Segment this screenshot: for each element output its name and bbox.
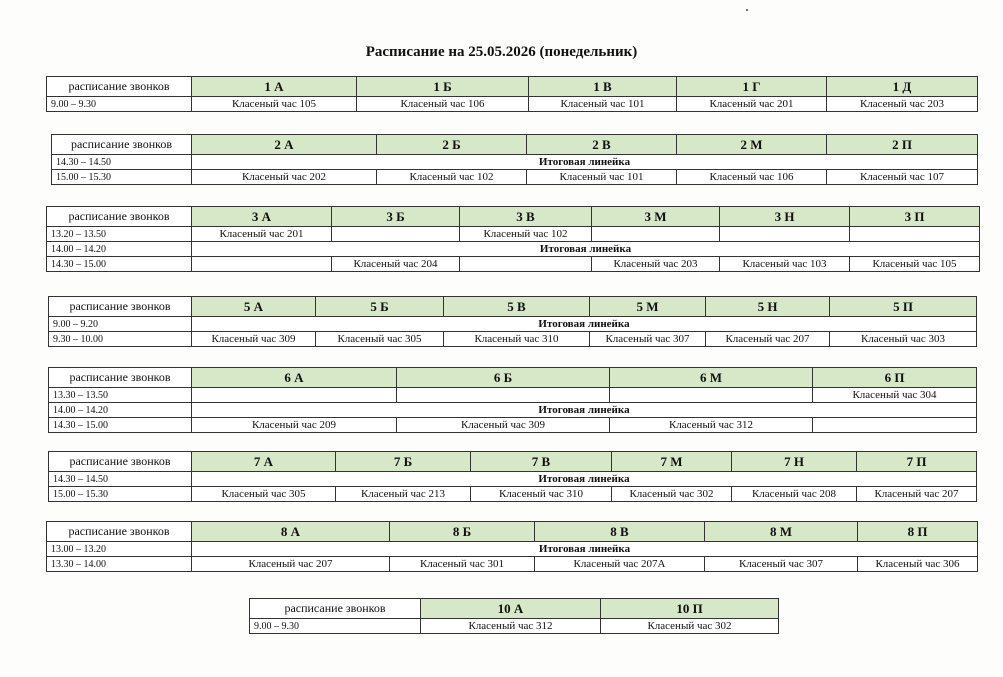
table-row — [49, 332, 977, 347]
class-hour-cell — [592, 227, 720, 242]
class-hour-cell: Класеный час 203 — [592, 257, 720, 272]
class-hour-cell: Класеный час 302 — [601, 619, 779, 634]
final-assembly-cell: Итоговая линейка — [192, 542, 978, 557]
class-hour-cell: Класеный час 201 — [677, 97, 827, 112]
class-hour-cell: Класеный час 101 — [529, 97, 677, 112]
schedule-table — [46, 76, 978, 112]
time-slot: 13.20 – 13.50 — [47, 227, 192, 242]
schedule-table — [51, 134, 978, 185]
class-header: 5 Н — [706, 297, 830, 317]
schedule-table — [48, 367, 977, 433]
class-hour-cell — [332, 227, 460, 242]
ring-schedule-label: расписание звонков — [52, 135, 192, 155]
time-slot: 9.30 – 10.00 — [49, 332, 192, 347]
class-hour-cell: Класеный час 304 — [813, 388, 977, 403]
table-row — [47, 557, 978, 572]
class-header: 5 М — [590, 297, 706, 317]
final-assembly-cell: Итоговая линейка — [192, 403, 977, 418]
class-hour-cell: Класеный час 307 — [590, 332, 706, 347]
class-hour-cell: Класеный час 312 — [421, 619, 601, 634]
class-header: 3 Н — [720, 207, 850, 227]
time-slot: 14.30 – 14.50 — [49, 472, 192, 487]
table-row — [49, 403, 977, 418]
table-row — [49, 388, 977, 403]
class-hour-cell: Класеный час 307 — [705, 557, 858, 572]
final-assembly-cell: Итоговая линейка — [192, 242, 980, 257]
table-row — [49, 472, 977, 487]
class-hour-cell: Класеный час 213 — [336, 487, 471, 502]
class-header: 1 Б — [357, 77, 529, 97]
class-hour-cell: Класеный час 105 — [850, 257, 980, 272]
class-hour-cell: Класеный час 202 — [192, 170, 377, 185]
time-slot: 13.30 – 14.00 — [47, 557, 192, 572]
time-slot: 14.00 – 14.20 — [47, 242, 192, 257]
class-hour-cell: Класеный час 106 — [677, 170, 827, 185]
table-row — [250, 619, 779, 634]
class-header: 10 А — [421, 599, 601, 619]
class-header: 6 Б — [397, 368, 610, 388]
time-slot: 14.30 – 15.00 — [47, 257, 192, 272]
table-row — [47, 242, 980, 257]
time-slot: 15.00 – 15.30 — [49, 487, 192, 502]
ring-schedule-label: расписание звонков — [250, 599, 421, 619]
class-header: 1 А — [192, 77, 357, 97]
class-header: 2 Б — [377, 135, 527, 155]
class-hour-cell: Класеный час 107 — [827, 170, 978, 185]
time-slot: 9.00 – 9.30 — [250, 619, 421, 634]
time-slot: 14.00 – 14.20 — [49, 403, 192, 418]
class-hour-cell: Класеный час 207 — [857, 487, 977, 502]
table-row — [47, 227, 980, 242]
class-header: 1 Г — [677, 77, 827, 97]
class-header: 6 П — [813, 368, 977, 388]
class-header: 7 В — [471, 452, 612, 472]
time-slot: 9.00 – 9.30 — [47, 97, 192, 112]
class-hour-cell: Класеный час 103 — [720, 257, 850, 272]
class-header: 10 П — [601, 599, 779, 619]
class-header: 3 Б — [332, 207, 460, 227]
class-header: 7 А — [192, 452, 336, 472]
class-hour-cell — [850, 227, 980, 242]
schedule-table — [249, 598, 779, 634]
table-row — [49, 418, 977, 433]
final-assembly-cell: Итоговая линейка — [192, 317, 977, 332]
class-hour-cell — [720, 227, 850, 242]
class-hour-cell: Класеный час 207 — [706, 332, 830, 347]
table-row — [47, 542, 978, 557]
class-hour-cell: Класеный час 306 — [858, 557, 978, 572]
class-hour-cell: Класеный час 207А — [535, 557, 705, 572]
scan-speck — [746, 9, 748, 11]
class-hour-cell — [610, 388, 813, 403]
class-hour-cell: Класеный час 301 — [390, 557, 535, 572]
class-header: 8 А — [192, 522, 390, 542]
page-title: Расписание на 25.05.2026 (понедельник) — [365, 44, 638, 60]
class-hour-cell — [192, 388, 397, 403]
class-hour-cell: Класеный час 309 — [397, 418, 610, 433]
table-row — [49, 317, 977, 332]
time-slot: 14.30 – 15.00 — [49, 418, 192, 433]
class-hour-cell: Класеный час 207 — [192, 557, 390, 572]
class-header: 1 Д — [827, 77, 978, 97]
class-header: 6 М — [610, 368, 813, 388]
ring-schedule-label: расписание звонков — [49, 297, 192, 317]
class-header: 8 П — [858, 522, 978, 542]
class-hour-cell: Класеный час 102 — [460, 227, 592, 242]
class-hour-cell: Класеный час 204 — [332, 257, 460, 272]
class-hour-cell: Класеный час 102 — [377, 170, 527, 185]
class-hour-cell: Класеный час 310 — [444, 332, 590, 347]
time-slot: 13.30 – 13.50 — [49, 388, 192, 403]
table-row — [52, 170, 978, 185]
class-hour-cell — [192, 257, 332, 272]
ring-schedule-label: расписание звонков — [49, 368, 192, 388]
class-header: 2 М — [677, 135, 827, 155]
class-header: 3 М — [592, 207, 720, 227]
final-assembly-cell: Итоговая линейка — [192, 155, 978, 170]
class-hour-cell: Класеный час 203 — [827, 97, 978, 112]
time-slot: 9.00 – 9.20 — [49, 317, 192, 332]
schedule-table — [46, 521, 978, 572]
table-row — [49, 487, 977, 502]
table-row — [47, 257, 980, 272]
ring-schedule-label: расписание звонков — [49, 452, 192, 472]
class-header: 2 В — [527, 135, 677, 155]
class-header: 8 В — [535, 522, 705, 542]
class-header: 6 А — [192, 368, 397, 388]
class-header: 2 А — [192, 135, 377, 155]
class-header: 7 П — [857, 452, 977, 472]
class-hour-cell: Класеный час 302 — [612, 487, 732, 502]
final-assembly-cell: Итоговая линейка — [192, 472, 977, 487]
class-hour-cell — [397, 388, 610, 403]
class-header: 5 Б — [316, 297, 444, 317]
class-header: 7 Б — [336, 452, 471, 472]
class-hour-cell: Класеный час 305 — [316, 332, 444, 347]
class-hour-cell: Класеный час 312 — [610, 418, 813, 433]
class-header: 1 В — [529, 77, 677, 97]
class-header: 5 П — [830, 297, 977, 317]
class-header: 2 П — [827, 135, 978, 155]
class-header: 3 А — [192, 207, 332, 227]
ring-schedule-label: расписание звонков — [47, 522, 192, 542]
class-hour-cell: Класеный час 201 — [192, 227, 332, 242]
class-header: 5 А — [192, 297, 316, 317]
class-header: 3 В — [460, 207, 592, 227]
schedule-table — [48, 451, 977, 502]
schedule-table — [48, 296, 977, 347]
class-header: 7 М — [612, 452, 732, 472]
class-hour-cell: Класеный час 303 — [830, 332, 977, 347]
time-slot: 13.00 – 13.20 — [47, 542, 192, 557]
ring-schedule-label: расписание звонков — [47, 207, 192, 227]
class-hour-cell: Класеный час 209 — [192, 418, 397, 433]
class-hour-cell: Класеный час 310 — [471, 487, 612, 502]
class-hour-cell: Класеный час 105 — [192, 97, 357, 112]
schedule-table — [46, 206, 980, 272]
time-slot: 14.30 – 14.50 — [52, 155, 192, 170]
class-hour-cell: Класеный час 305 — [192, 487, 336, 502]
class-hour-cell: Класеный час 106 — [357, 97, 529, 112]
time-slot: 15.00 – 15.30 — [52, 170, 192, 185]
ring-schedule-label: расписание звонков — [47, 77, 192, 97]
table-row — [47, 97, 978, 112]
class-header: 7 Н — [732, 452, 857, 472]
class-header: 8 М — [705, 522, 858, 542]
class-hour-cell: Класеный час 208 — [732, 487, 857, 502]
class-hour-cell — [460, 257, 592, 272]
class-hour-cell — [813, 418, 977, 433]
class-hour-cell: Класеный час 309 — [192, 332, 316, 347]
class-header: 8 Б — [390, 522, 535, 542]
table-row — [52, 155, 978, 170]
class-hour-cell: Класеный час 101 — [527, 170, 677, 185]
class-header: 5 В — [444, 297, 590, 317]
class-header: 3 П — [850, 207, 980, 227]
